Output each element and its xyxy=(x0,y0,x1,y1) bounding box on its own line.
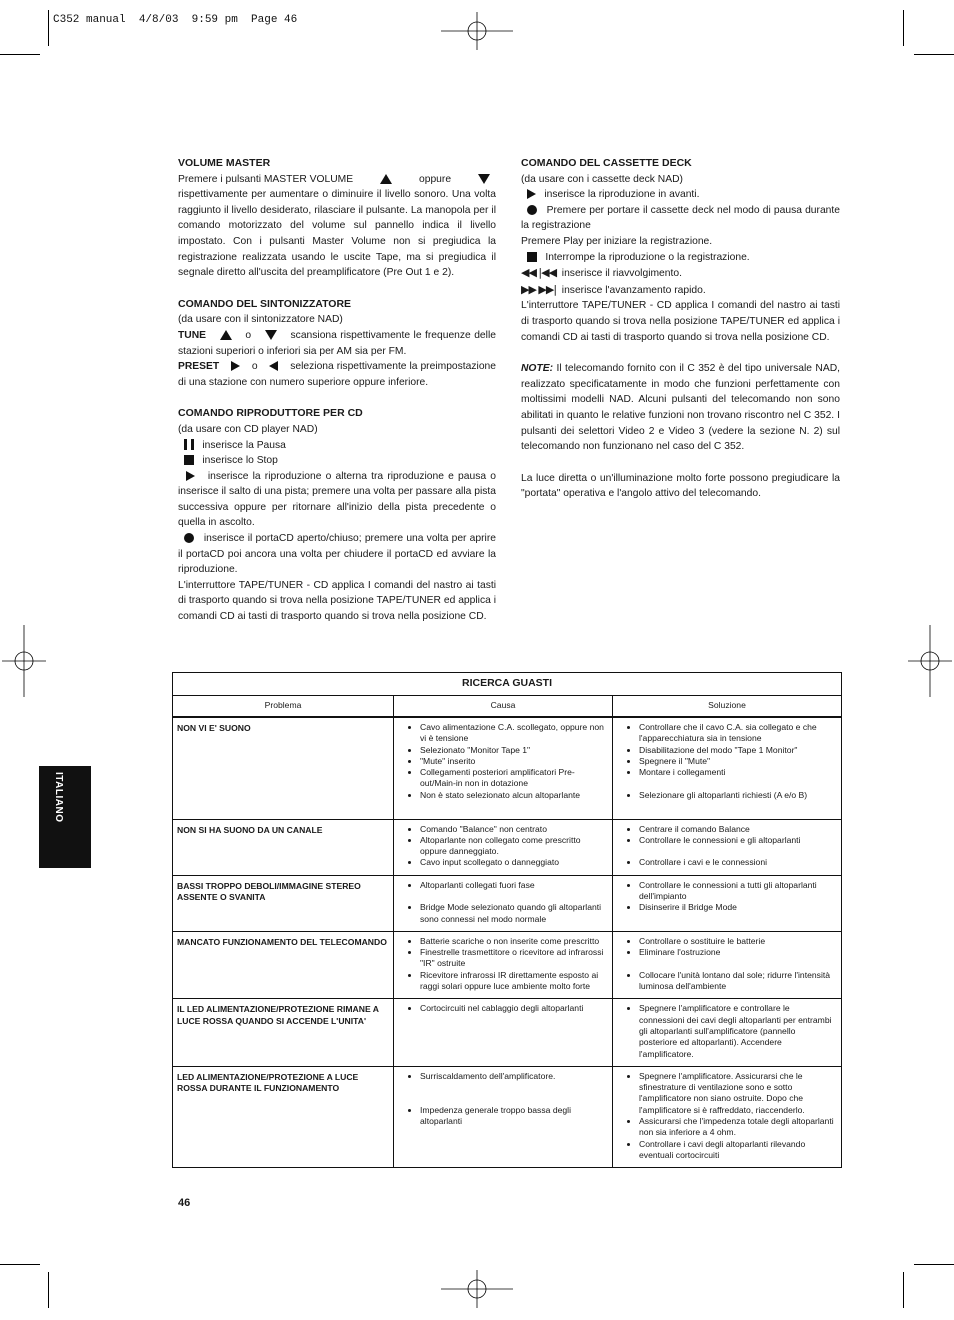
note-label: NOTE: xyxy=(521,363,554,375)
solution-cell xyxy=(613,999,842,1066)
problem-cell: MANCATO FUNZIONAMENTO DEL TELECOMANDO xyxy=(173,931,394,998)
solution-item: • Assicurarsi che l'impedenza totale degli altoparlanti non sia inferiore a 4 ohm. xyxy=(639,1116,835,1139)
solution-item xyxy=(639,778,835,789)
registration-mark-right xyxy=(908,625,952,697)
cause-item: • Selezionato "Monitor Tape 1" xyxy=(420,745,606,756)
deck-play-line xyxy=(521,187,840,203)
solution-item: • Controllare o sostituire le batterie xyxy=(639,936,835,947)
cause-item: • Bridge Mode selezionato quando gli altoparlanti sono connessi nel modo normale xyxy=(420,902,606,925)
cause-item: • Comando "Balance" non centrato xyxy=(420,824,606,835)
language-tab xyxy=(39,766,91,868)
solution-item: • Centrare il comando Balance xyxy=(639,824,835,835)
table-row xyxy=(173,819,842,875)
deck-heading: COMANDO DEL CASSETTE DECK xyxy=(521,157,692,169)
cause-item: • Cortocircuiti nel cablaggio degli altoparlanti xyxy=(420,1003,606,1014)
cause-item xyxy=(420,1082,606,1093)
volume-text-or: oppure xyxy=(418,173,452,185)
solution-item: • Spegnere il "Mute" xyxy=(639,756,835,767)
table-body xyxy=(173,717,842,1168)
solution-list xyxy=(613,1071,835,1161)
problem-cell: NON SI HA SUONO DA UN CANALE xyxy=(173,819,394,875)
problem-cell: LED ALIMENTAZIONE/PROTEZIONE A LUCE ROSSA DURANTE IL FUNZIONAMENTO xyxy=(173,1066,394,1167)
note-text: Il telecomando fornito con il C 352 è del tipo universale NAD, realizzato specificatamente in modo che funzioni perfettamente con moltissimi modelli NAD. Alcuni pulsanti del telecomando non sono abilitati in quanto le relative funzioni non trovano riscontro nel C 352. I pulsanti dei selettori Video 2 e Video 3 (vedere la sezione N. 2) sul telecomando non funzionano nel caso del C 352. xyxy=(521,363,840,453)
solution-list xyxy=(613,1003,835,1059)
cause-item: • Non è stato selezionato alcun altoparlante xyxy=(420,790,606,801)
cause-item: • Altoparlanti collegati fuori fase xyxy=(420,880,606,891)
cause-item: • "Mute" inserito xyxy=(420,756,606,767)
volume-text-a: Premere i pulsanti MASTER VOLUME xyxy=(178,173,354,185)
deck-play-icon xyxy=(527,189,536,199)
cause-cell xyxy=(394,875,613,931)
cd-play-line xyxy=(178,469,496,531)
cause-list xyxy=(394,824,606,869)
solution-list xyxy=(613,936,835,992)
deck-switch-text: L'interruttore TAPE/TUNER - CD applica I comandi del nastro ai tasti di trasporto quando si trova nella posizione TAPE/TUNER ed applica i comandi CD ai tasti di trasporto quando si trova nella posizione CD. xyxy=(521,300,840,343)
solution-item: • Controllare i cavi degli altoparlanti rilevando eventuali cortocircuiti xyxy=(639,1139,835,1162)
page-number: 46 xyxy=(178,1197,191,1209)
deck-ff-line xyxy=(521,282,840,299)
cause-item: • Collegamenti posteriori amplificatori Pre-out/Main-in non in dotazione xyxy=(420,767,606,790)
volume-down-icon xyxy=(478,174,490,184)
header-problem: Problema xyxy=(173,696,394,718)
cd-note: (da usare con CD player NAD) xyxy=(178,423,318,435)
deck-stop-text: Interrompe la riproduzione o la registrazione. xyxy=(545,251,750,263)
cd-pause-text: inserisce la Pausa xyxy=(202,439,286,451)
deck-ff-text: inserisce l'avanzamento rapido. xyxy=(561,284,706,296)
play-icon xyxy=(186,471,195,481)
deck-rew-text: inserisce il riavvolgimento. xyxy=(561,268,682,280)
solution-list xyxy=(613,880,835,914)
problem-cell: BASSI TROPPO DEBOLI/IMMAGINE STEREO ASSENTE O SVANITA xyxy=(173,875,394,931)
solution-list xyxy=(613,824,835,869)
tune-up-icon xyxy=(220,330,232,340)
crop-mark-br-h xyxy=(914,1264,954,1265)
cd-stop-text: inserisce lo Stop xyxy=(202,455,278,467)
registration-mark-top xyxy=(441,12,513,50)
volume-heading: VOLUME MASTER xyxy=(178,157,271,169)
cd-play-text: inserisce la riproduzione o alterna tra riproduzione e pausa o inserisce il salto di una pista; premere una volta per passare alla pista successiva oppure per ritornare all'inizio della pista precedente o quella in ascolto. xyxy=(178,470,496,529)
cause-list xyxy=(394,1003,606,1014)
deck-play-text: inserisce la riproduzione in avanti. xyxy=(544,189,700,201)
crop-mark-bl-v xyxy=(48,1272,49,1308)
note-paragraph xyxy=(521,361,840,455)
cause-cell xyxy=(394,1066,613,1167)
cd-pause-line xyxy=(178,438,496,454)
deck-stop-line xyxy=(521,250,840,266)
cause-item xyxy=(420,1093,606,1104)
crop-mark-tl-h xyxy=(0,54,40,55)
preset-prev-icon xyxy=(269,361,278,371)
fast-forward-icon: ▶▶ ▶▶| xyxy=(521,282,557,296)
deck-stop-icon xyxy=(527,252,537,262)
crop-mark-tr-h xyxy=(914,54,954,55)
registration-mark-bottom xyxy=(441,1270,513,1308)
solution-cell xyxy=(613,1066,842,1167)
cd-open-line xyxy=(178,531,496,578)
cd-switch-text: L'interruttore TAPE/TUNER - CD applica I comandi del nastro ai tasti di trasporto quando si trova nella posizione TAPE/TUNER ed applica i comandi CD ai tasti di trasporto quando si trova nella posizione CD. xyxy=(178,579,496,623)
solution-item: • Disabilitazione del modo "Tape 1 Monitor" xyxy=(639,745,835,756)
crop-mark-br-v xyxy=(903,1272,904,1308)
tune-or: o xyxy=(245,329,252,341)
tuner-note: (da usare con il sintonizzatore NAD) xyxy=(178,314,343,326)
cause-item: • Cavo input scollegato o danneggiato xyxy=(420,857,606,868)
left-column xyxy=(178,156,496,625)
tune-down-icon xyxy=(265,330,277,340)
solution-list xyxy=(613,722,835,801)
open-close-icon xyxy=(184,533,194,543)
running-head: C352 manual 4/8/03 9:59 pm Page 46 xyxy=(53,14,298,26)
troubleshooting-table xyxy=(172,672,842,1168)
cause-list xyxy=(394,880,606,925)
solution-cell xyxy=(613,717,842,819)
solution-item: • Controllare i cavi e le connessioni xyxy=(639,857,835,868)
cause-item xyxy=(420,891,606,902)
preset-next-icon xyxy=(231,361,240,371)
cause-item: • Finestrelle trasmettitore o ricevitore ad infrarossi "IR" ostruite xyxy=(420,947,606,970)
table-row xyxy=(173,717,842,819)
cd-stop-line xyxy=(178,453,496,469)
solution-cell xyxy=(613,819,842,875)
right-column xyxy=(521,156,840,502)
solution-item: • Spegnere l'amplificatore e controllare le connessioni dei cavi degli altoparlanti per entrambi gli altoparlanti sull'amplificatore (pannello posteriore ed altoparlanti). Accendere l'amplificatore. xyxy=(639,1003,835,1059)
cause-list xyxy=(394,722,606,801)
solution-cell xyxy=(613,931,842,998)
solution-cell xyxy=(613,875,842,931)
tune-paragraph xyxy=(178,328,496,359)
preset-or: o xyxy=(251,361,258,373)
pause-icon xyxy=(184,439,194,450)
cause-cell xyxy=(394,819,613,875)
solution-item: • Controllare le connessioni e gli altoparlanti xyxy=(639,835,835,846)
cd-open-text: inserisce il portaCD aperto/chiuso; premere una volta per aprire il portaCD poi ancora una volta per chiudere il portaCD ed avviare la riproduzione. xyxy=(178,533,496,576)
table-row xyxy=(173,931,842,998)
deck-record-pause-icon xyxy=(527,205,537,215)
deck-note: (da usare con i cassette deck NAD) xyxy=(521,173,683,185)
table-row xyxy=(173,999,842,1066)
cd-heading: COMANDO RIPRODUTTORE PER CD xyxy=(178,407,363,420)
tune-text: scansiona rispettivamente le frequenze delle stazioni superiori o inferiori sia per AM sia per FM. xyxy=(178,329,496,357)
cause-item: • Cavo alimentazione C.A. scollegato, oppure non vi è tensione xyxy=(420,722,606,745)
stop-icon xyxy=(184,455,194,465)
deck-rec-text: Premere Play per iniziare la registrazione. xyxy=(521,235,713,247)
solution-item: • Collocare l'unità lontano dal sole; ridurre l'intensità luminosa dell'ambiente xyxy=(639,970,835,993)
volume-up-icon xyxy=(380,174,392,184)
registration-mark-left xyxy=(2,625,46,697)
header-solution: Soluzione xyxy=(613,696,842,718)
preset-paragraph xyxy=(178,359,496,390)
table-row xyxy=(173,875,842,931)
solution-item xyxy=(639,846,835,857)
solution-item: • Eliminare l'ostruzione xyxy=(639,947,835,958)
problem-cell: IL LED ALIMENTAZIONE/PROTEZIONE RIMANE A LUCE ROSSA QUANDO SI ACCENDE L'UNITA' xyxy=(173,999,394,1066)
light-text: La luce diretta o un'illuminazione molto forte possono pregiudicare la "portata" operativa e l'angolo attivo del telecomando. xyxy=(521,472,840,500)
solution-item: • Disinserire il Bridge Mode xyxy=(639,902,835,913)
solution-item: • Montare i collegamenti xyxy=(639,767,835,778)
solution-item: • Spegnere l'amplificatore. Assicurarsi che le sfinestrature di ventilazione sono e sotto l'amplificatore non siano ostruite. Dopo che l'amplificatore si è raffreddato, riaccenderlo. xyxy=(639,1071,835,1116)
header-cause: Causa xyxy=(394,696,613,718)
solution-item: • Controllare le connessioni a tutti gli altoparlanti dell'impianto xyxy=(639,880,835,903)
table-row xyxy=(173,1066,842,1167)
cause-item: • Impedenza generale troppo bassa degli altoparlanti xyxy=(420,1105,606,1128)
preset-label: PRESET xyxy=(178,361,220,373)
tuner-heading: COMANDO DEL SINTONIZZATORE xyxy=(178,297,352,310)
deck-pause-line xyxy=(521,203,840,234)
tune-label: TUNE xyxy=(178,329,207,341)
cause-list xyxy=(394,936,606,992)
solution-item xyxy=(639,958,835,969)
cause-list xyxy=(394,1071,606,1127)
language-tab-label: ITALIANO xyxy=(53,772,64,823)
cause-cell xyxy=(394,717,613,819)
table-title: RICERCA GUASTI xyxy=(173,673,842,696)
crop-mark-tl-v xyxy=(48,10,49,46)
problem-cell: NON VI E' SUONO xyxy=(173,717,394,819)
cause-cell xyxy=(394,931,613,998)
cause-item: • Surriscaldamento dell'amplificatore. xyxy=(420,1071,606,1082)
volume-text-b: rispettivamente per aumentare o diminuire il livello sonoro. Una volta raggiunto il livello desiderato, rilasciare il pulsante. La manopola per il comando motorizzato del volume sul pannello indica il livello impostato. Con i pulsanti Master Volume non si pregiudica la registrazione realizzata usando le uscite Tape, ma si pregiudica il segnale diretto all'uscita del preamplificatore (Pre Out 1 e 2). xyxy=(178,189,496,279)
solution-item: • Controllare che il cavo C.A. sia collegato e che l'apparecchiatura sia in tensione xyxy=(639,722,835,745)
cause-item: • Altoparlante non collegato come prescritto oppure danneggiato. xyxy=(420,835,606,858)
cause-cell xyxy=(394,999,613,1066)
deck-rew-line xyxy=(521,265,840,282)
preset-text: seleziona rispettivamente la preimpostazione di una stazione con numero superiore oppure inferiore. xyxy=(178,361,497,388)
crop-mark-tr-v xyxy=(903,10,904,46)
volume-paragraph xyxy=(178,172,496,188)
deck-pause-text: Premere per portare il cassette deck nel modo di pausa durante la registrazione xyxy=(521,204,840,232)
cause-item: • Ricevitore infrarossi IR direttamente esposto ai raggi solari oppure luce ambiente molto forte xyxy=(420,970,606,993)
crop-mark-bl-h xyxy=(0,1264,40,1265)
solution-item: • Selezionare gli altoparlanti richiesti (A e/o B) xyxy=(639,790,835,801)
rewind-icon: ◀◀ |◀◀ xyxy=(521,266,557,280)
cause-item: • Batterie scariche o non inserite come prescritto xyxy=(420,936,606,947)
